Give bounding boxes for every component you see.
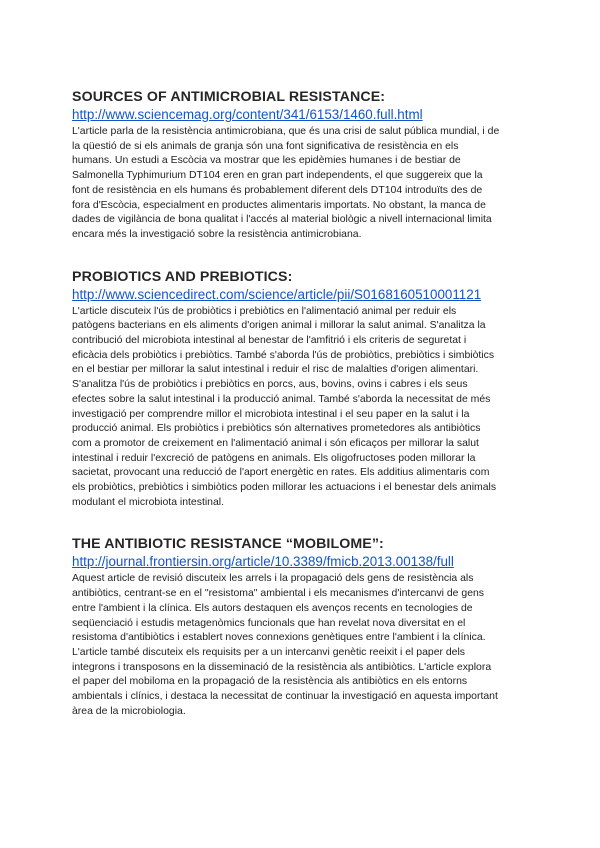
section-heading: SOURCES OF ANTIMICROBIAL RESISTANCE: bbox=[72, 89, 386, 105]
section-antimicrobial-resistance bbox=[72, 88, 528, 243]
section-body: L'article parla de la resistència antimicrobiana, que és una crisi de salut pública mundial, i de la qüestió de si els animals de granja són una font significativa de resistència en els humans. Un estudi a Escòcia va mostrar que les epidèmies humanes i de bestiar de Salmonella Typhimurium DT104 eren en gran part independents, el que suggereix que la font de resistència en els humans és probablement diferent dels DT104 introduïts des de fora d'Escòcia, especialment en productes alimentaris importats. No obstant, la manca de dades de vigilància de bona qualitat i l'accés al material biològic a nivell internacional limita encara més la investigació sobre la resistència antimicrobiana. bbox=[72, 126, 500, 240]
section-link[interactable]: http://www.sciencemag.org/content/341/6153/1460.full.html bbox=[72, 107, 423, 122]
section-antibiotic-mobilome bbox=[72, 535, 528, 719]
section-body: L'article discuteix l'ús de probiòtics i prebiòtics en l'alimentació animal per reduir els patògens bacterians en els aliments d'origen animal i millorar la salut animal. S'analitza la contribució del microbiota intestinal al benestar de l'amfitrió i els criteris de seguretat i eficàcia dels probiòtics i prebiòtics. També s'aborda l'ús de probiòtics, prebiòtics i simbiòtics en el bestiar per millorar la salut intestinal i reduir el risc de malalties d'origen alimentari. S'analitza l'ús de probiòtics i prebiòtics en porcs, aus, bovins, ovins i cabres i els seus efectes sobre la salut intestinal i la producció animal. També s'aborda la necessitat de més investigació per comprendre millor el microbiota intestinal i el seu paper en la salut i la producció animal. Els probiòtics i prebiòtics són alternatives prometedores als antibiòtics com a promotor de creixement en l'alimentació animal i són eficaços per millorar la salut intestinal i reduir l'excreció de patògens en animals. Els oligofructoses poden millorar la sacietat, provocant una reducció de l'aport energètic en rates. Els additius alimentaris com els probiòtics, prebiòtics i simbiòtics poden millorar les actuacions i el benestar dels animals modulant el microbiota intestinal. bbox=[72, 305, 497, 508]
section-link[interactable]: http://journal.frontiersin.org/article/10.3389/fmicb.2013.00138/full bbox=[72, 554, 454, 570]
section-probiotics-prebiotics bbox=[72, 268, 528, 511]
document-page bbox=[72, 88, 528, 720]
section-heading: THE ANTIBIOTIC RESISTANCE “MOBILOME”: bbox=[72, 536, 384, 553]
section-body: Aquest article de revisió discuteix les arrels i la propagació dels gens de resistència als antibiòtics, centrant-se en el "resistoma" ambiental i els mecanismes d'intercanvi de gens entre l'ambient i la clínica. Els autors destaquen els avenços recents en tecnologies de seqüenciació i estudis metagenòmics funcionals que han revelat nova diversitat en el resistoma d'antibiòtics i establert noves connexions genètiques entre l'ambient i la clínica. L'article també discuteix els requisits per a un intercanvi genètic reeixit i el paper dels integrons i transposons en la disseminació de la resistència als antibiòtics. L'article explora el paper del mobiloma en la propagació de la resistència als antibiòtics en els entorns ambientals i clínics, i destaca la necessitat de continuar la investigació en aquesta important àrea de la microbiologia. bbox=[72, 573, 498, 717]
section-heading: PROBIOTICS AND PREBIOTICS: bbox=[72, 268, 293, 285]
section-link[interactable]: http://www.sciencedirect.com/science/article/pii/S0168160510001121 bbox=[72, 286, 482, 302]
